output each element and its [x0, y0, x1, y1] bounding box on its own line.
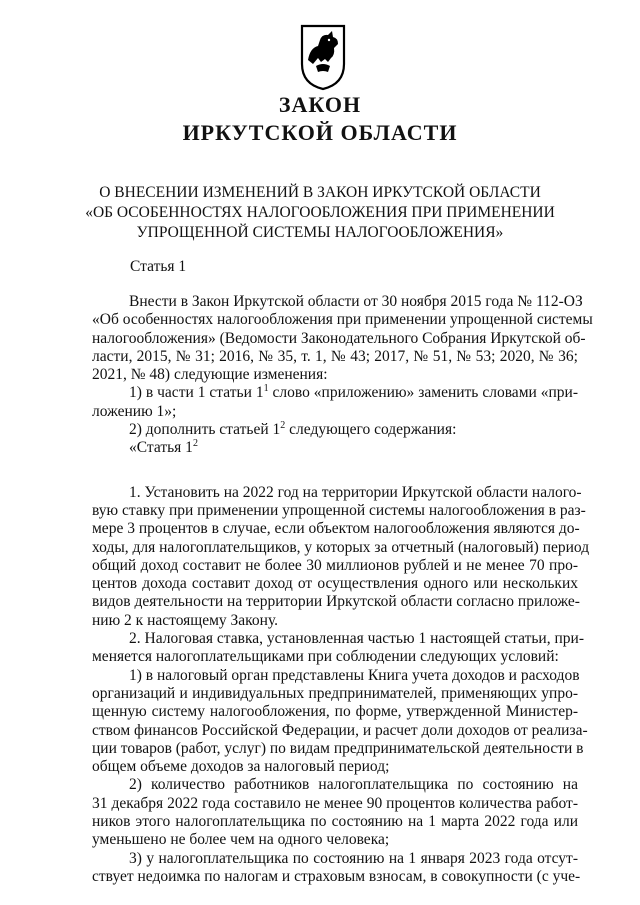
document-body: [92, 293, 593, 886]
condition-3-line: 3) у налогоплательщика по состоянию на 1 января 2023 года отсут-: [129, 849, 578, 867]
intro-line: Внести в Закон Иркутской области от 30 ноября 2015 года № 112-ОЗ: [129, 293, 583, 310]
intro-line: 2021, № 48) следующие изменения:: [92, 366, 328, 384]
law-heading: [60, 183, 580, 243]
intro-line: ласти, 2015, № 31; 2016, № 35, т. 1, № 43; 2017, № 51, № 53; 2020, № 36;: [92, 347, 578, 365]
part-2-line: меняется налогоплательщиками при соблюдении следующих условий:: [92, 648, 559, 666]
intro-line: налогообложения» (Ведомости Законодательного Собрания Иркутской об-: [92, 329, 586, 347]
article-label: Статья 1: [130, 258, 187, 275]
heading-line: УПРОЩЕННОЙ СИСТЕМЫ НАЛОГООБЛОЖЕНИЯ»: [136, 224, 504, 241]
part-1-line: нию 2 к настоящему Закону.: [92, 611, 279, 629]
part-1-line: видов деятельности на территории Иркутской области согласно приложе-: [92, 593, 580, 611]
change-item-1-continuation: ложению 1»;: [92, 402, 177, 420]
part-1-line: ходы, для налогоплательщиков, у которых за отчетный (налоговый) период: [92, 538, 590, 556]
condition-1-line: ции товаров (работ, услуг) по видам предпринимательской деятельности в: [92, 739, 584, 757]
heading-line: О ВНЕСЕНИИ ИЗМЕНЕНИЙ В ЗАКОН ИРКУТСКОЙ ОБЛАСТИ: [99, 184, 541, 201]
condition-2-line: уменьшено не более чем на одного человека;: [92, 831, 390, 849]
issuing-region-title: ИРКУТСКОЙ ОБЛАСТИ: [182, 120, 458, 145]
document-type-title: ЗАКОН: [278, 92, 362, 117]
condition-1-line: 1) в налоговый орган представлены Книга учета доходов и расходов: [129, 666, 580, 684]
change-item-1: 1) в части 1 статьи $1^1$ слово «приложению» заменить словами «при-: [129, 383, 578, 402]
intro-line: «Об особенностях налогообложения при применении упрощенной системы: [92, 311, 593, 329]
part-1-line: 1. Установить на 2022 год на территории Иркутской области налого-: [129, 483, 582, 501]
condition-1-line: общем объеме доходов за налоговый период;: [92, 758, 390, 776]
irkutsk-coat-of-arms-icon: [298, 22, 348, 92]
condition-2-line: ников этого налогоплательщика по состоянию на 1 марта 2022 года или: [92, 813, 578, 831]
condition-1-line: ством финансов Российской Федерации, и расчет доли доходов от реализа-: [92, 721, 588, 739]
heading-line: «ОБ ОСОБЕННОСТЯХ НАЛОГООБЛОЖЕНИЯ ПРИ ПРИМЕНЕНИИ: [85, 204, 555, 221]
part-1-line: вую ставку при применении упрощенной системы налогообложения в раз-: [92, 501, 586, 519]
part-1-line: центов дохода составит доход от осуществления одного или нескольких: [92, 575, 578, 593]
condition-2-line: 31 декабря 2022 года составило не менее 90 процентов количества работ-: [92, 794, 578, 812]
condition-1-line: щенную систему налогообложения, по форме, утвержденной Министер-: [92, 703, 578, 721]
part-1-line: мере 3 процентов в случае, если объектом налогообложения являются до-: [92, 520, 580, 538]
part-1-line: общий доход составит не более 30 миллионов рублей и не менее 70 про-: [92, 556, 578, 574]
change-item-2: 2) дополнить статьей $1^2$ следующего содержания:: [129, 419, 457, 439]
condition-1-line: организаций и индивидуальных предпринимателей, применяющих упро-: [92, 684, 578, 702]
part-2-line: 2. Налоговая ставка, установленная частью 1 настоящей статьи, при-: [129, 630, 584, 648]
condition-2-line: 2) количество работников налогоплательщика по состоянию на: [129, 776, 578, 794]
new-article-title: «Статья $1^2$: [129, 438, 198, 457]
condition-3-line: ствует недоимка по налогам и страховым взносам, в совокупности (с уче-: [92, 867, 581, 885]
